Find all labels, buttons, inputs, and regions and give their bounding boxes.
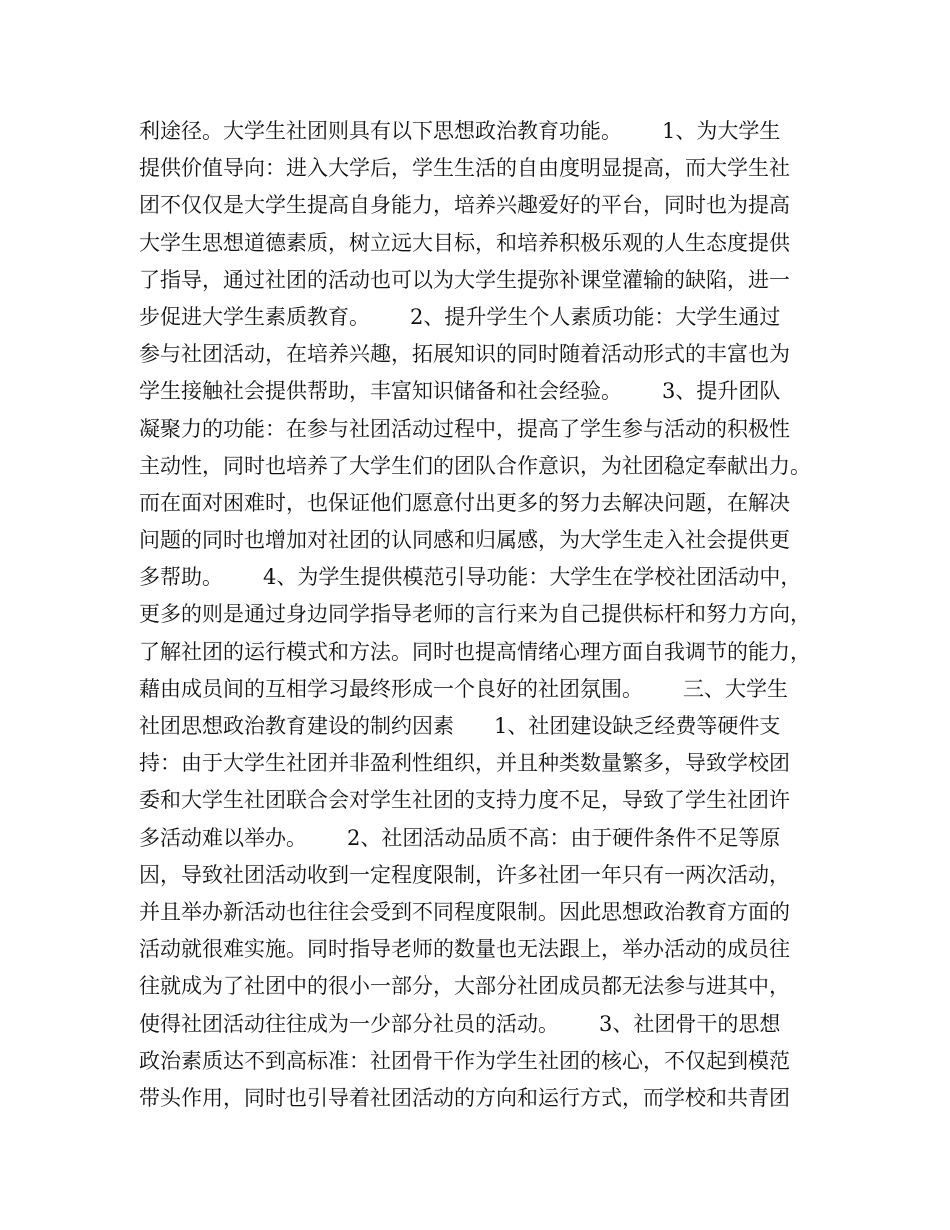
text-line: 并且举办新活动也往往会受到不同程度限制。因此思想政治教育方面的 <box>139 899 790 924</box>
text-line: 藉由成员间的互相学习最终形成一个良好的社团氛围。 三、大学生 <box>139 676 789 701</box>
text-line: 更多的则是通过身边同学指导老师的言行来为自己提供标杆和努力方向， <box>139 602 811 627</box>
text-line: 团不仅仅是大学生提高自身能力，培养兴趣爱好的平台，同时也为提高 <box>139 193 790 218</box>
text-line: 参与社团活动，在培养兴趣，拓展知识的同时随着活动形式的丰富也为 <box>139 342 790 367</box>
text-line: 而在面对困难时，也保证他们愿意付出更多的努力去解决问题，在解决 <box>139 490 790 515</box>
text-line: 多活动难以举办。 2、社团活动品质不高：由于硬件条件不足等原 <box>139 825 781 850</box>
text-line: 步促进大学生素质教育。 2、提升学生个人素质功能：大学生通过 <box>139 304 781 329</box>
text-line: 往就成为了社团中的很小一部分，大部分社团成员都无法参与进其中， <box>139 974 790 999</box>
text-line: 因，导致社团活动收到一定程度限制，许多社团一年只有一两次活动， <box>139 862 790 887</box>
text-line: 多帮助。 4、为学生提供模范引导功能：大学生在学校社团活动中， <box>139 565 802 590</box>
text-line: 使得社团活动往往成为一少部分社员的活动。 3、社团骨干的思想 <box>139 1011 781 1036</box>
body-text <box>139 113 829 1117</box>
text-line: 带头作用，同时也引导着社团活动的方向和运行方式，而学校和共青团 <box>139 1085 790 1110</box>
text-line: 委和大学生社团联合会对学生社团的支持力度不足，导致了学生社团许 <box>139 788 790 813</box>
text-line: 社团思想政治教育建设的制约因素 1、社团建设缺乏经费等硬件支 <box>139 714 781 738</box>
text-line: 政治素质达不到高标准：社团骨干作为学生社团的核心，不仅起到模范 <box>139 1048 790 1073</box>
text-line: 活动就很难实施。同时指导老师的数量也无法跟上，举办活动的成员往 <box>139 937 790 962</box>
text-line: 大学生思想道德素质，树立远大目标，和培养积极乐观的人生态度提供 <box>139 230 790 255</box>
text-line: 凝聚力的功能：在参与社团活动过程中，提高了学生参与活动的积极性 <box>139 416 790 441</box>
text-line: 了解社团的运行模式和方法。同时也提高情绪心理方面自我调节的能力， <box>139 639 811 664</box>
text-line: 学生接触社会提供帮助，丰富知识储备和社会经验。 3、提升团队 <box>139 379 781 404</box>
text-line: 主动性，同时也培养了大学生们的团队合作意识，为社团稳定奉献出力。 <box>139 453 811 478</box>
text-line: 问题的同时也增加对社团的认同感和归属感，为大学生走入社会提供更 <box>139 528 790 553</box>
text-line: 利途径。大学生社团则具有以下思想政治教育功能。 1、为大学生 <box>139 119 781 143</box>
text-line: 持：由于大学生社团并非盈利性组织，并且种类数量繁多，导致学校团 <box>139 751 790 776</box>
text-line: 了指导，通过社团的活动也可以为大学生提弥补课堂灌输的缺陷，进一 <box>139 267 790 292</box>
text-line: 提供价值导向：进入大学后，学生生活的自由度明显提高，而大学生社 <box>139 156 790 181</box>
